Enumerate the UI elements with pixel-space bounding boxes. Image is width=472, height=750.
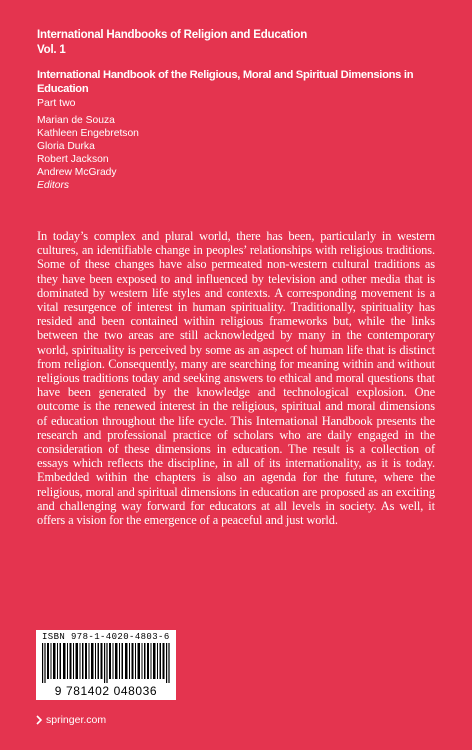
series-info (37, 28, 457, 58)
barcode-digits: 9 781402 048036 (54, 684, 158, 698)
editor-name: Andrew McGrady (37, 167, 117, 178)
editor-name: Gloria Durka (37, 141, 95, 152)
editors-list (37, 114, 139, 192)
book-part: Part two (37, 97, 76, 109)
series-volume: Vol. 1 (37, 44, 66, 56)
springer-chevron-icon (36, 715, 42, 725)
editor-name: Marian de Souza (37, 115, 115, 126)
editor-name: Kathleen Engebretson (37, 128, 139, 139)
publisher-link[interactable] (36, 714, 106, 726)
editor-name: Robert Jackson (37, 154, 109, 165)
editors-label: Editors (37, 180, 70, 191)
series-name: International Handbooks of Religion and Education (37, 29, 308, 41)
book-title: International Handbook of the Religious, Moral and Spiritual Dimensions in Education (37, 69, 414, 95)
barcode-bars (42, 643, 170, 683)
publisher-url: springer.com (46, 714, 107, 726)
isbn-label: ISBN 978-1-4020-4803-6 (42, 632, 170, 642)
barcode (36, 630, 176, 700)
book-info (37, 68, 457, 110)
back-cover-blurb: In today’s complex and plural world, there has been, particularly in western cultures, an identifiable change in peoples’ relationships with religious traditions. Some of these changes have also permeated non-western cultural traditions as they have been exposed to and influenced by television and other media that is dominated by western life styles and contexts. A corresponding movement is a vital resurgence of interest in human spirituality. Traditionally, spirituality has resided and been contained within religious frameworks but, while the links between the two areas are still acknowledged by many in the contemporary world, spirituality is perceived by some as an aspect of human life that is distinct from religion. Consequently, many are searching for meaning within and without religious traditions today and seeking answers to ethical and moral questions that have been generated by the knowledge and technological explosion. One outcome is the renewed interest in the religious, spiritual and moral dimensions of education throughout the life cycle. This International Handbook presents the research and professional practice of scholars who are daily engaged in the consideration of these dimensions in education. The result is a collection of essays which reflects the discipline, in all of its internationality, as it is today. Embedded within the chapters is also an agenda for the future, where the religious, moral and spiritual dimensions in education are proposed as an exciting and challenging way forward for educators at all levels in society. As well, it offers a vision for the emergence of a peaceful and just world. (37, 229, 435, 528)
